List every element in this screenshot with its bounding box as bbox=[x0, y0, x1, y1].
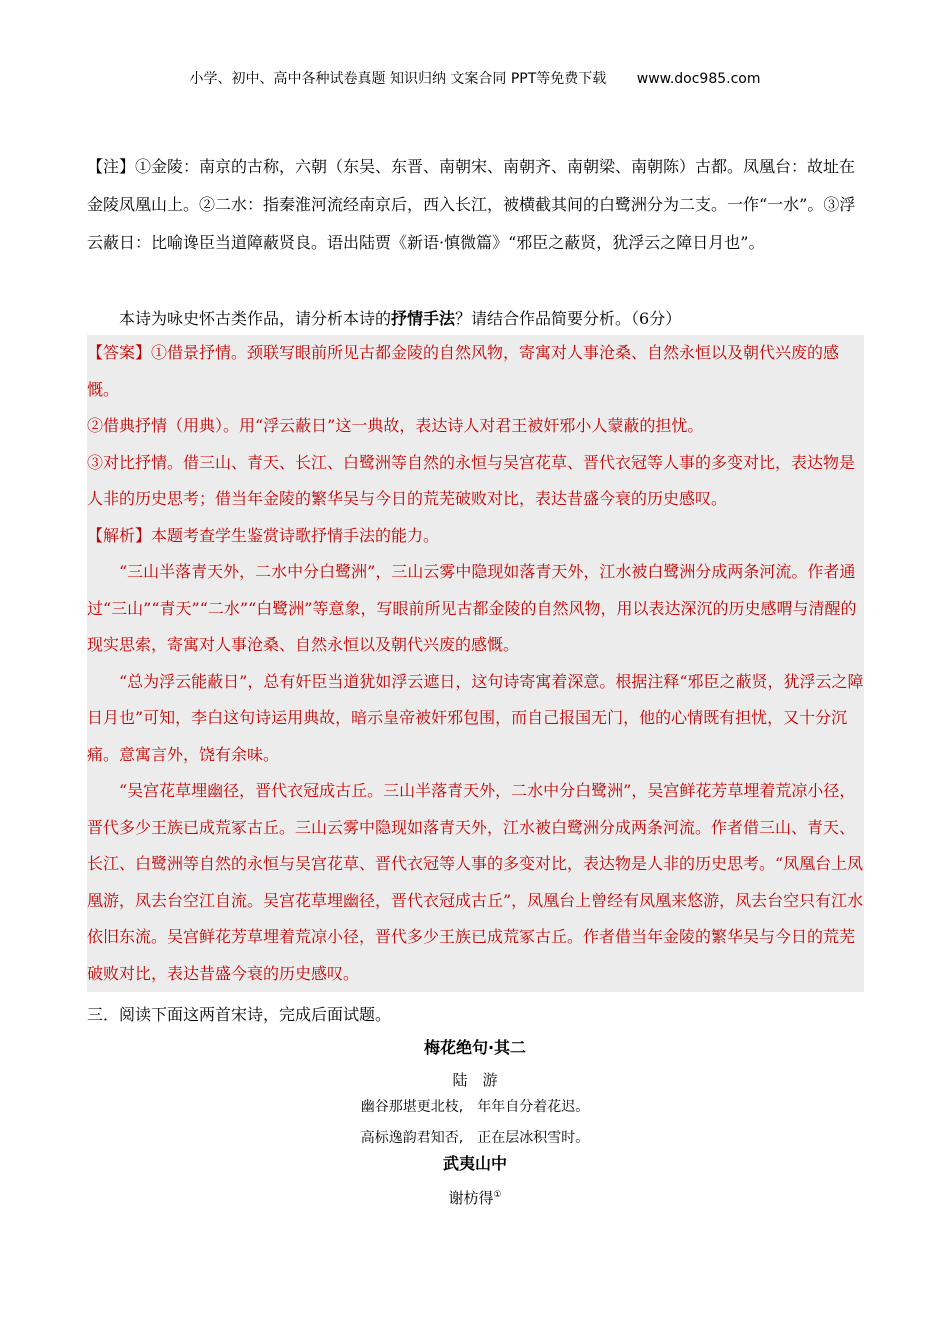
poem-2-author-line bbox=[0, 1179, 950, 1214]
header-text: 小学、初中、高中各种试卷真题 知识归纳 文案合同 PPT等免费下载 bbox=[189, 71, 607, 87]
poem-1-title bbox=[0, 1032, 950, 1064]
answer-p2: ②借典抒情（用典）。用“浮云蔽日”这一典故，表达诗人对君王被奸邪小人蒙蔽的担忧。 bbox=[87, 416, 704, 435]
poem-1-line-2b: 正在层冰积雪时。 bbox=[477, 1130, 590, 1146]
header-url[interactable]: www.doc985.com bbox=[636, 71, 761, 87]
question-paragraph bbox=[87, 300, 864, 338]
poem-1-author-text: 陆 游 bbox=[452, 1071, 498, 1089]
question-before: 本诗为咏史怀古类作品，请分析本诗的 bbox=[119, 309, 392, 328]
poem-2-title bbox=[0, 1148, 950, 1180]
answer-p1: 【答案】①借景抒情。颈联写眼前所见古都金陵的自然风物，寄寓对人事沧桑、自然永恒以及朝代兴废的感慨。 bbox=[87, 343, 840, 399]
question-after: ？请结合作品简要分析。（6分） bbox=[455, 309, 682, 328]
poem-1-line-1a: 幽谷那堪更北枝, bbox=[360, 1099, 464, 1115]
poem-1-title-text: 梅花绝句·其二 bbox=[423, 1038, 527, 1057]
section-3-heading: 三．阅读下面这两首宋诗，完成后面试题。 bbox=[87, 1005, 392, 1024]
answer-box bbox=[87, 335, 864, 992]
poem-2-author bbox=[0, 1179, 950, 1214]
answer-p3: ③对比抒情。借三山、青天、长江、白鹭洲等自然的永恒与吴宫花草、晋代衣冠等人事的多变对比，表达物是人非的历史思考；借当年金陵的繁华吴与今日的荒芜破败对比，表达昔盛今衰的历史感叹。 bbox=[87, 452, 856, 508]
analysis-p3: “吴宫花草埋幽径，晋代衣冠成古丘。三山半落青天外，二水中分白鹭洲”，吴宫鲜花芳草埋着荒凉小径，晋代多少王族已成荒冢古丘。三山云雾中隐现如落青天外，江水被白鹭洲分成两条河流。作者借三山、青天、长江、白鹭洲等自然的永恒与吴宫花草、晋代衣冠等人事的多变对比，表达物是人非的历史思考。“凤凰台上凤凰游，凤去台空江自流。吴宫花草埋幽径，晋代衣冠成古丘”，凤凰台上曾经有凤凰来悠游，凤去台空只有江水依旧东流。吴宫鲜花芳草埋着荒凉小径，晋代多少王族已成荒冢古丘。作者借当年金陵的繁华吴与今日的荒芜破败对比，表达昔盛今衰的历史感叹。 bbox=[87, 781, 864, 983]
poem-1-line-1 bbox=[0, 1092, 950, 1123]
poem-2-author-text: 谢枋得 bbox=[448, 1189, 494, 1207]
page-header bbox=[0, 68, 950, 88]
analysis-p1: “三山半落青天外，二水中分白鹭洲”，三山云雾中隐现如落青天外，江水被白鹭洲分成两条河流。作者通过“三山”“青天”“二水”“白鹭洲”等意象，写眼前所见古都金陵的自然风物，用以表达深沉的历史感喟与清醒的现实思索，寄寓对人事沧桑、自然永恒以及朝代兴废的感慨。 bbox=[87, 562, 857, 654]
poem-1-body bbox=[0, 1092, 950, 1154]
poem-2-title-text: 武夷山中 bbox=[442, 1154, 507, 1173]
note-paragraph: 【注】①金陵：南京的古称，六朝（东吴、东晋、南朝宋、南朝齐、南朝梁、南朝陈）古都。凤凰台：故址在金陵凤凰山上。②二水：指秦淮河流经南京后，西入长江，被横截其间的白鹭洲分为二支。一作“一水”。③浮云蔽日：比喻谗臣当道障蔽贤良。语出陆贾《新语·慎微篇》“邪臣之蔽贤，犹浮云之障日月也”。 bbox=[87, 157, 856, 252]
poem-2-author-footnote: ① bbox=[493, 1190, 502, 1200]
analysis-p2: “总为浮云能蔽日”，总有奸臣当道犹如浮云遮日，这句诗寄寓着深意。根据注释“邪臣之蔽贤，犹浮云之障日月也”可知，李白这句诗运用典故，暗示皇帝被奸邪包围，而自己报国无门，他的心情既有担忧，又十分沉痛。意寓言外，饶有余味。 bbox=[87, 671, 864, 764]
poem-1-line-1b: 年年自分着花迟。 bbox=[477, 1099, 590, 1115]
question-bold: 抒情手法 bbox=[391, 309, 456, 328]
analysis-head: 【解析】本题考查学生鉴赏诗歌抒情手法的能力。 bbox=[87, 525, 440, 545]
poem-1-line-2a: 高标逸韵君知否, bbox=[360, 1130, 464, 1146]
